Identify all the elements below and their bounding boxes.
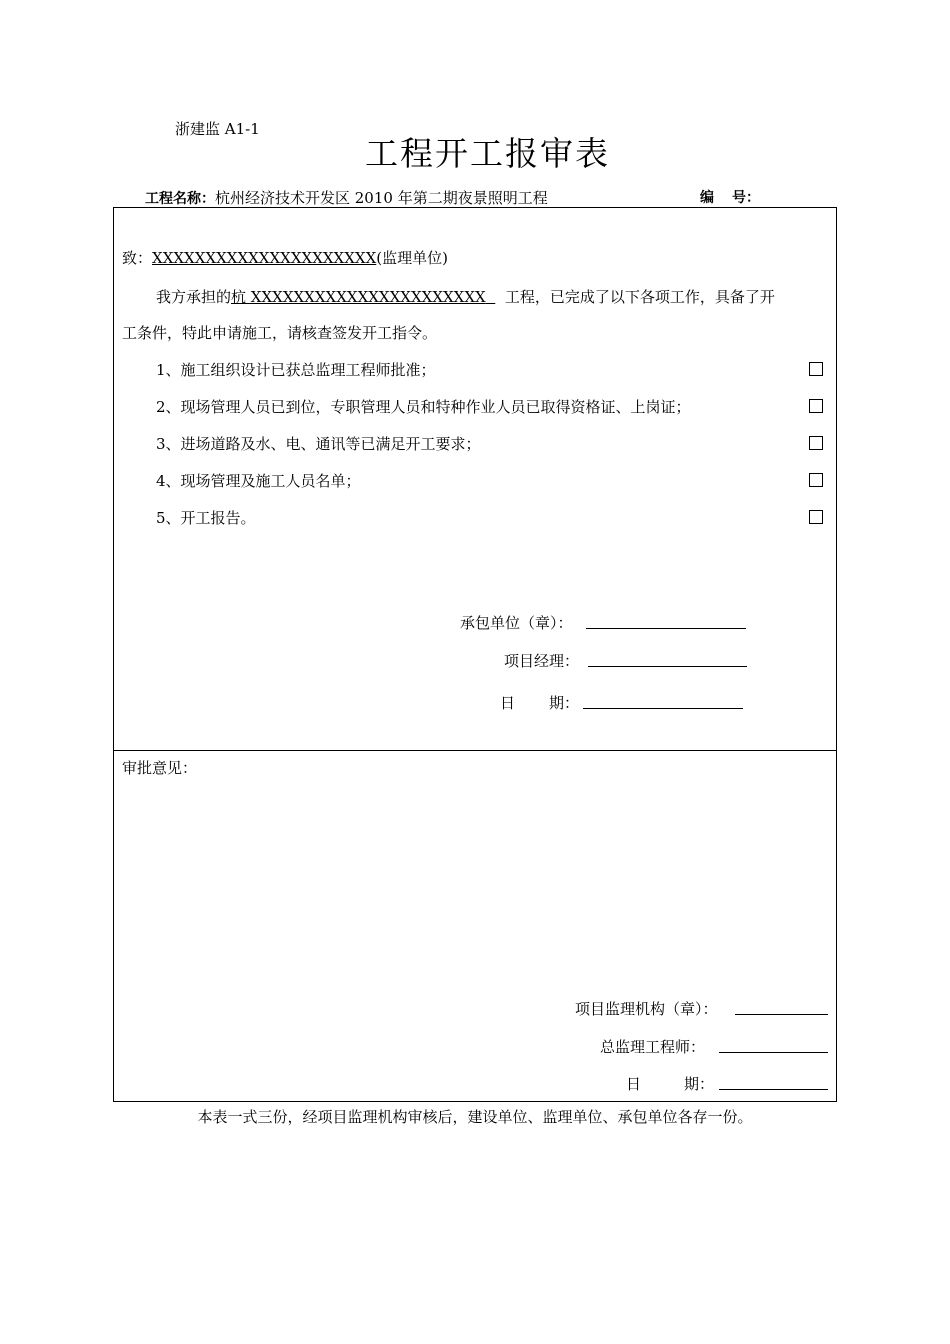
supervision-org-label: 项目监理机构（章）： (575, 1000, 718, 1018)
serial-number-label: 编 号： (700, 190, 760, 206)
checklist-item-5: 5、开工报告。 (156, 509, 256, 527)
contractor-seal-field[interactable] (586, 628, 746, 629)
contractor-date-label: 日 期： (500, 694, 580, 712)
checklist-item-2: 2、现场管理人员已到位，专职管理人员和特种作业人员已取得资格证、上岗证； (156, 398, 691, 416)
approval-date-label: 日 期： (626, 1075, 715, 1093)
application-paragraph-line-1: 我方承担的杭 XXXXXXXXXXXXXXXXXXXXXX 工程，已完成了以下各项工作，具备了开 (156, 288, 775, 306)
checklist-item-3: 3、进场道路及水、电、通讯等已满足开工要求； (156, 435, 481, 453)
checkbox-2[interactable] (809, 399, 823, 413)
addressee-line: 致：XXXXXXXXXXXXXXXXXXXXX(监理单位) (122, 249, 448, 267)
supervision-org-field[interactable] (735, 1014, 828, 1015)
footer-note: 本表一式三份，经项目监理机构审核后，建设单位、监理单位、承包单位各存一份。 (197, 1108, 753, 1126)
checklist-item-4: 4、现场管理及施工人员名单； (156, 472, 361, 490)
checkbox-5[interactable] (809, 510, 823, 524)
project-name-label: 工程名称： (145, 191, 215, 207)
checkbox-4[interactable] (809, 473, 823, 487)
project-name-line (145, 187, 548, 208)
supervisor-name: XXXXXXXXXXXXXXXXXXXXX (152, 249, 377, 267)
contractor-date-field[interactable] (583, 708, 743, 709)
project-name-value: 杭州经济技术开发区 2010 年第二期夜景照明工程 (215, 189, 548, 207)
checkbox-1[interactable] (809, 362, 823, 376)
contractor-seal-label: 承包单位（章）： (460, 614, 573, 632)
application-paragraph-line-2: 工条件，特此申请施工，请核查签发开工指令。 (122, 324, 438, 342)
application-project-name: 杭 XXXXXXXXXXXXXXXXXXXXXX (231, 288, 486, 306)
approval-opinion-label: 审批意见： (122, 759, 198, 777)
checkbox-3[interactable] (809, 436, 823, 450)
form-code: 浙建监 A1-1 (175, 120, 260, 138)
approval-date-field[interactable] (719, 1089, 828, 1090)
checklist-item-1: 1、施工组织设计已获总监理工程师批准； (156, 361, 436, 379)
project-manager-field[interactable] (588, 666, 747, 667)
project-manager-label: 项目经理： (504, 652, 580, 670)
chief-engineer-label: 总监理工程师： (600, 1038, 706, 1056)
page-title: 工程开工报审表 (365, 134, 610, 173)
chief-engineer-field[interactable] (719, 1052, 828, 1053)
section-divider (114, 750, 836, 751)
